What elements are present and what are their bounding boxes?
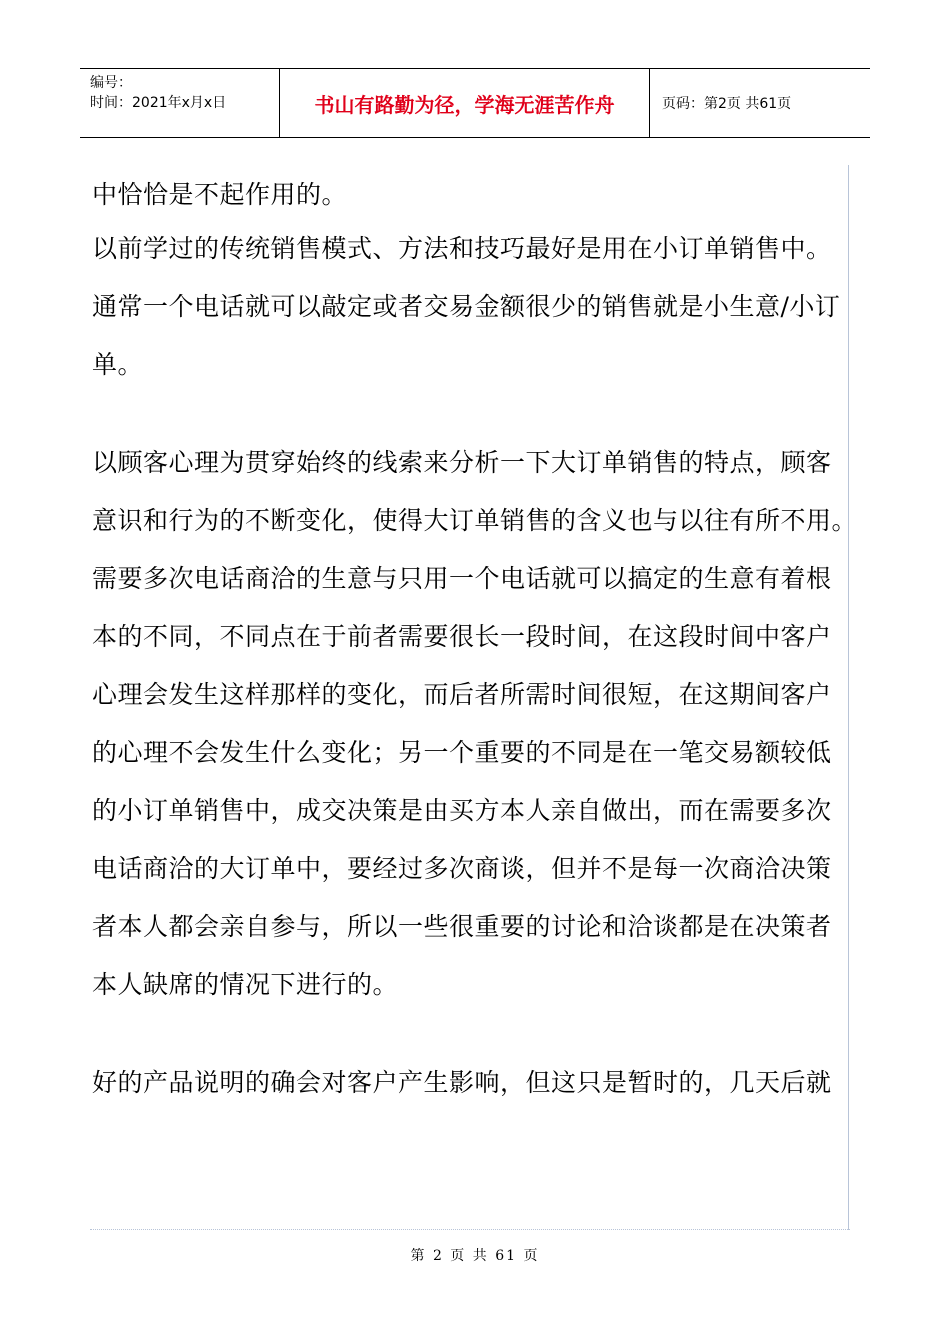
body-line: 单。 bbox=[92, 350, 144, 379]
body-line: 者本人都会亲自参与，所以一些很重要的讨论和洽谈都是在决策者 bbox=[92, 912, 832, 941]
document-number-label: 编号： bbox=[90, 75, 132, 91]
body-line: 心理会发生这样那样的变化，而后者所需时间很短，在这期间客户 bbox=[92, 680, 832, 709]
body-blank-line bbox=[92, 394, 852, 434]
document-body bbox=[92, 166, 858, 1112]
body-line: 电话商洽的大订单中，要经过多次商谈，但并不是每一次商洽决策 bbox=[92, 854, 832, 883]
body-line: 需要多次电话商洽的生意与只用一个电话就可以搞定的生意有着根 bbox=[92, 564, 832, 593]
body-line: 的小订单销售中，成交决策是由买方本人亲自做出，而在需要多次 bbox=[92, 796, 832, 825]
body-line: 意识和行为的不断变化，使得大订单销售的含义也与以往有所不用。 bbox=[92, 506, 858, 535]
body-line: 以顾客心理为贯穿始终的线索来分析一下大订单销售的特点，顾客 bbox=[92, 448, 832, 477]
page-header bbox=[80, 68, 870, 138]
margin-guide-horizontal bbox=[90, 1229, 850, 1230]
body-blank-line bbox=[92, 1014, 852, 1054]
document-date: 时间：2021年x月x日 bbox=[90, 95, 227, 111]
body-line: 以前学过的传统销售模式、方法和技巧最好是用在小订单销售中。 bbox=[92, 234, 832, 263]
header-motto: 书山有路勤为径，学海无涯苦作舟 bbox=[280, 69, 650, 137]
body-line: 本的不同，不同点在于前者需要很长一段时间，在这段时间中客户 bbox=[92, 622, 832, 651]
body-line: 好的产品说明的确会对客户产生影响，但这只是暂时的，几天后就 bbox=[92, 1068, 832, 1097]
header-page-info: 页码：第2页 共61页 bbox=[662, 96, 792, 112]
page-footer: 第 2 页 共 61 页 bbox=[410, 1248, 540, 1264]
header-meta bbox=[80, 69, 280, 137]
body-line: 通常一个电话就可以敲定或者交易金额很少的销售就是小生意/小订 bbox=[92, 292, 841, 321]
body-line: 中恰恰是不起作用的。 bbox=[92, 180, 348, 209]
body-line: 的心理不会发生什么变化；另一个重要的不同是在一笔交易额较低 bbox=[92, 738, 832, 767]
body-line: 本人缺席的情况下进行的。 bbox=[92, 970, 399, 999]
